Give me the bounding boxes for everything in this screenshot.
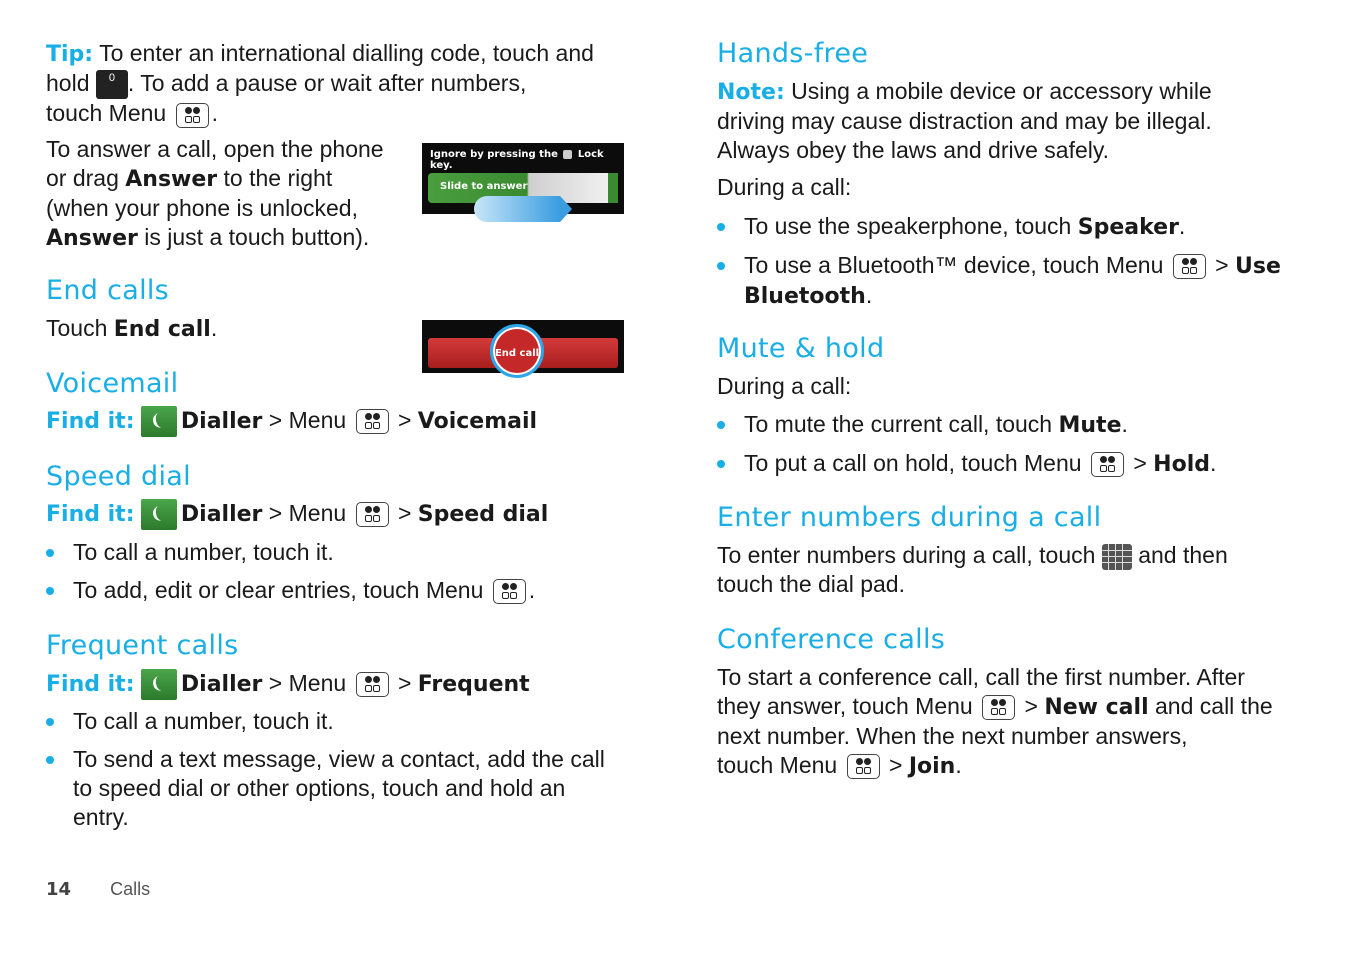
answer-bold: Answer [125,167,218,192]
menu-key-icon [1173,254,1206,279]
answer-hint-text: Ignore by pressing the Lock key. [430,149,604,171]
conference-text: To start a conference call, call the first number. After they answer, touch Menu > New call and call the next number. When the next number answers, touch Menu > Join. [717,664,1273,779]
tip-text3: touch Menu [46,100,167,127]
voicemail-find-it: Find it: Dialler > Menu > Voicemail [46,406,537,437]
end-call-button-label: End call [494,348,540,359]
answer-line1: To answer a call, open the phone [46,136,384,162]
voicemail-heading: Voicemail [46,368,179,399]
list-item: To mute the current call, touch Mute. [717,410,1317,440]
menu-key-icon [356,409,389,434]
end-calls-heading: End calls [46,275,170,306]
mute-during: During a call: [717,373,852,399]
list-item: To use a Bluetooth™ device, touch Menu > Use Bluetooth. [717,251,1317,311]
menu-key-icon [1091,452,1124,477]
enter-numbers-text: To enter numbers during a call, touch and then touch the dial pad. [717,542,1228,597]
tip-label: Tip: [46,42,94,67]
slide-track-end [608,173,618,203]
list-item: To send a text message, view a contact, add the call to speed dial or other options, touch and hold an entry. [46,745,626,832]
menu-key-icon [982,695,1015,720]
speed-dial-heading: Speed dial [46,461,191,492]
answer-handle-arrow [560,196,572,222]
end-call-screenshot [422,320,624,373]
list-item: To add, edit or clear entries, touch Menu . [46,576,626,605]
hands-free-heading: Hands-free [717,38,869,69]
enter-numbers-heading: Enter numbers during a call [717,502,1102,533]
mute-hold-heading: Mute & hold [717,333,885,364]
answer-handle[interactable] [474,196,560,222]
tip-hold: hold [46,70,90,96]
page-footer [46,879,150,900]
answer-screenshot [422,143,624,214]
menu-key-icon [493,579,526,604]
frequent-find-it: Find it: Dialler > Menu > Frequent [46,669,530,700]
frequent-list [46,707,626,832]
dialler-phone-icon [141,669,177,700]
answer-bold2: Answer [46,226,138,251]
section-name: Calls [110,879,151,899]
lock-icon [563,150,572,159]
conference-calls-heading: Conference calls [717,624,946,655]
speed-dial-find-it: Find it: Dialler > Menu > Speed dial [46,499,548,530]
tip-paragraph: Tip: To enter an international dialling code, touch and hold 0 . To add a pause or wait after numbers, touch Menu . [46,40,594,127]
zero-key-icon: 0 [96,70,128,99]
tip-text2: . To add a pause or wait after numbers, [127,70,527,96]
speed-dial-list [46,538,626,605]
menu-key-icon [847,754,880,779]
answer-paragraph: To answer a call, open the phone or drag Answer to the right (when your phone is unlocked, Answer is just a touch button). [46,135,416,253]
page-number: 14 [46,879,72,900]
answer-line3: (when your phone is unlocked, [46,195,358,221]
menu-key-icon [356,502,389,527]
end-calls-text: Touch End call. [46,315,218,342]
tip-text: To enter an international dialling code, touch and [99,40,594,66]
list-item: To use the speakerphone, touch Speaker. [717,212,1317,242]
menu-key-icon [356,672,389,697]
hands-free-during: During a call: [717,174,852,200]
dialler-phone-icon [141,406,177,437]
menu-key-icon [176,103,209,128]
list-item: To put a call on hold, touch Menu > Hold. [717,449,1317,479]
dialpad-icon [1102,544,1132,570]
hands-free-list [717,212,1317,311]
mute-list [717,410,1317,479]
dialler-phone-icon [141,499,177,530]
frequent-calls-heading: Frequent calls [46,630,239,661]
list-item: To call a number, touch it. [46,538,626,567]
hands-free-note: Note: Using a mobile device or accessory while driving may cause distraction and may be illegal. Always obey the laws and drive safely. [717,78,1212,163]
list-item: To call a number, touch it. [46,707,626,736]
slide-to-answer-label: Slide to answer [440,181,528,192]
